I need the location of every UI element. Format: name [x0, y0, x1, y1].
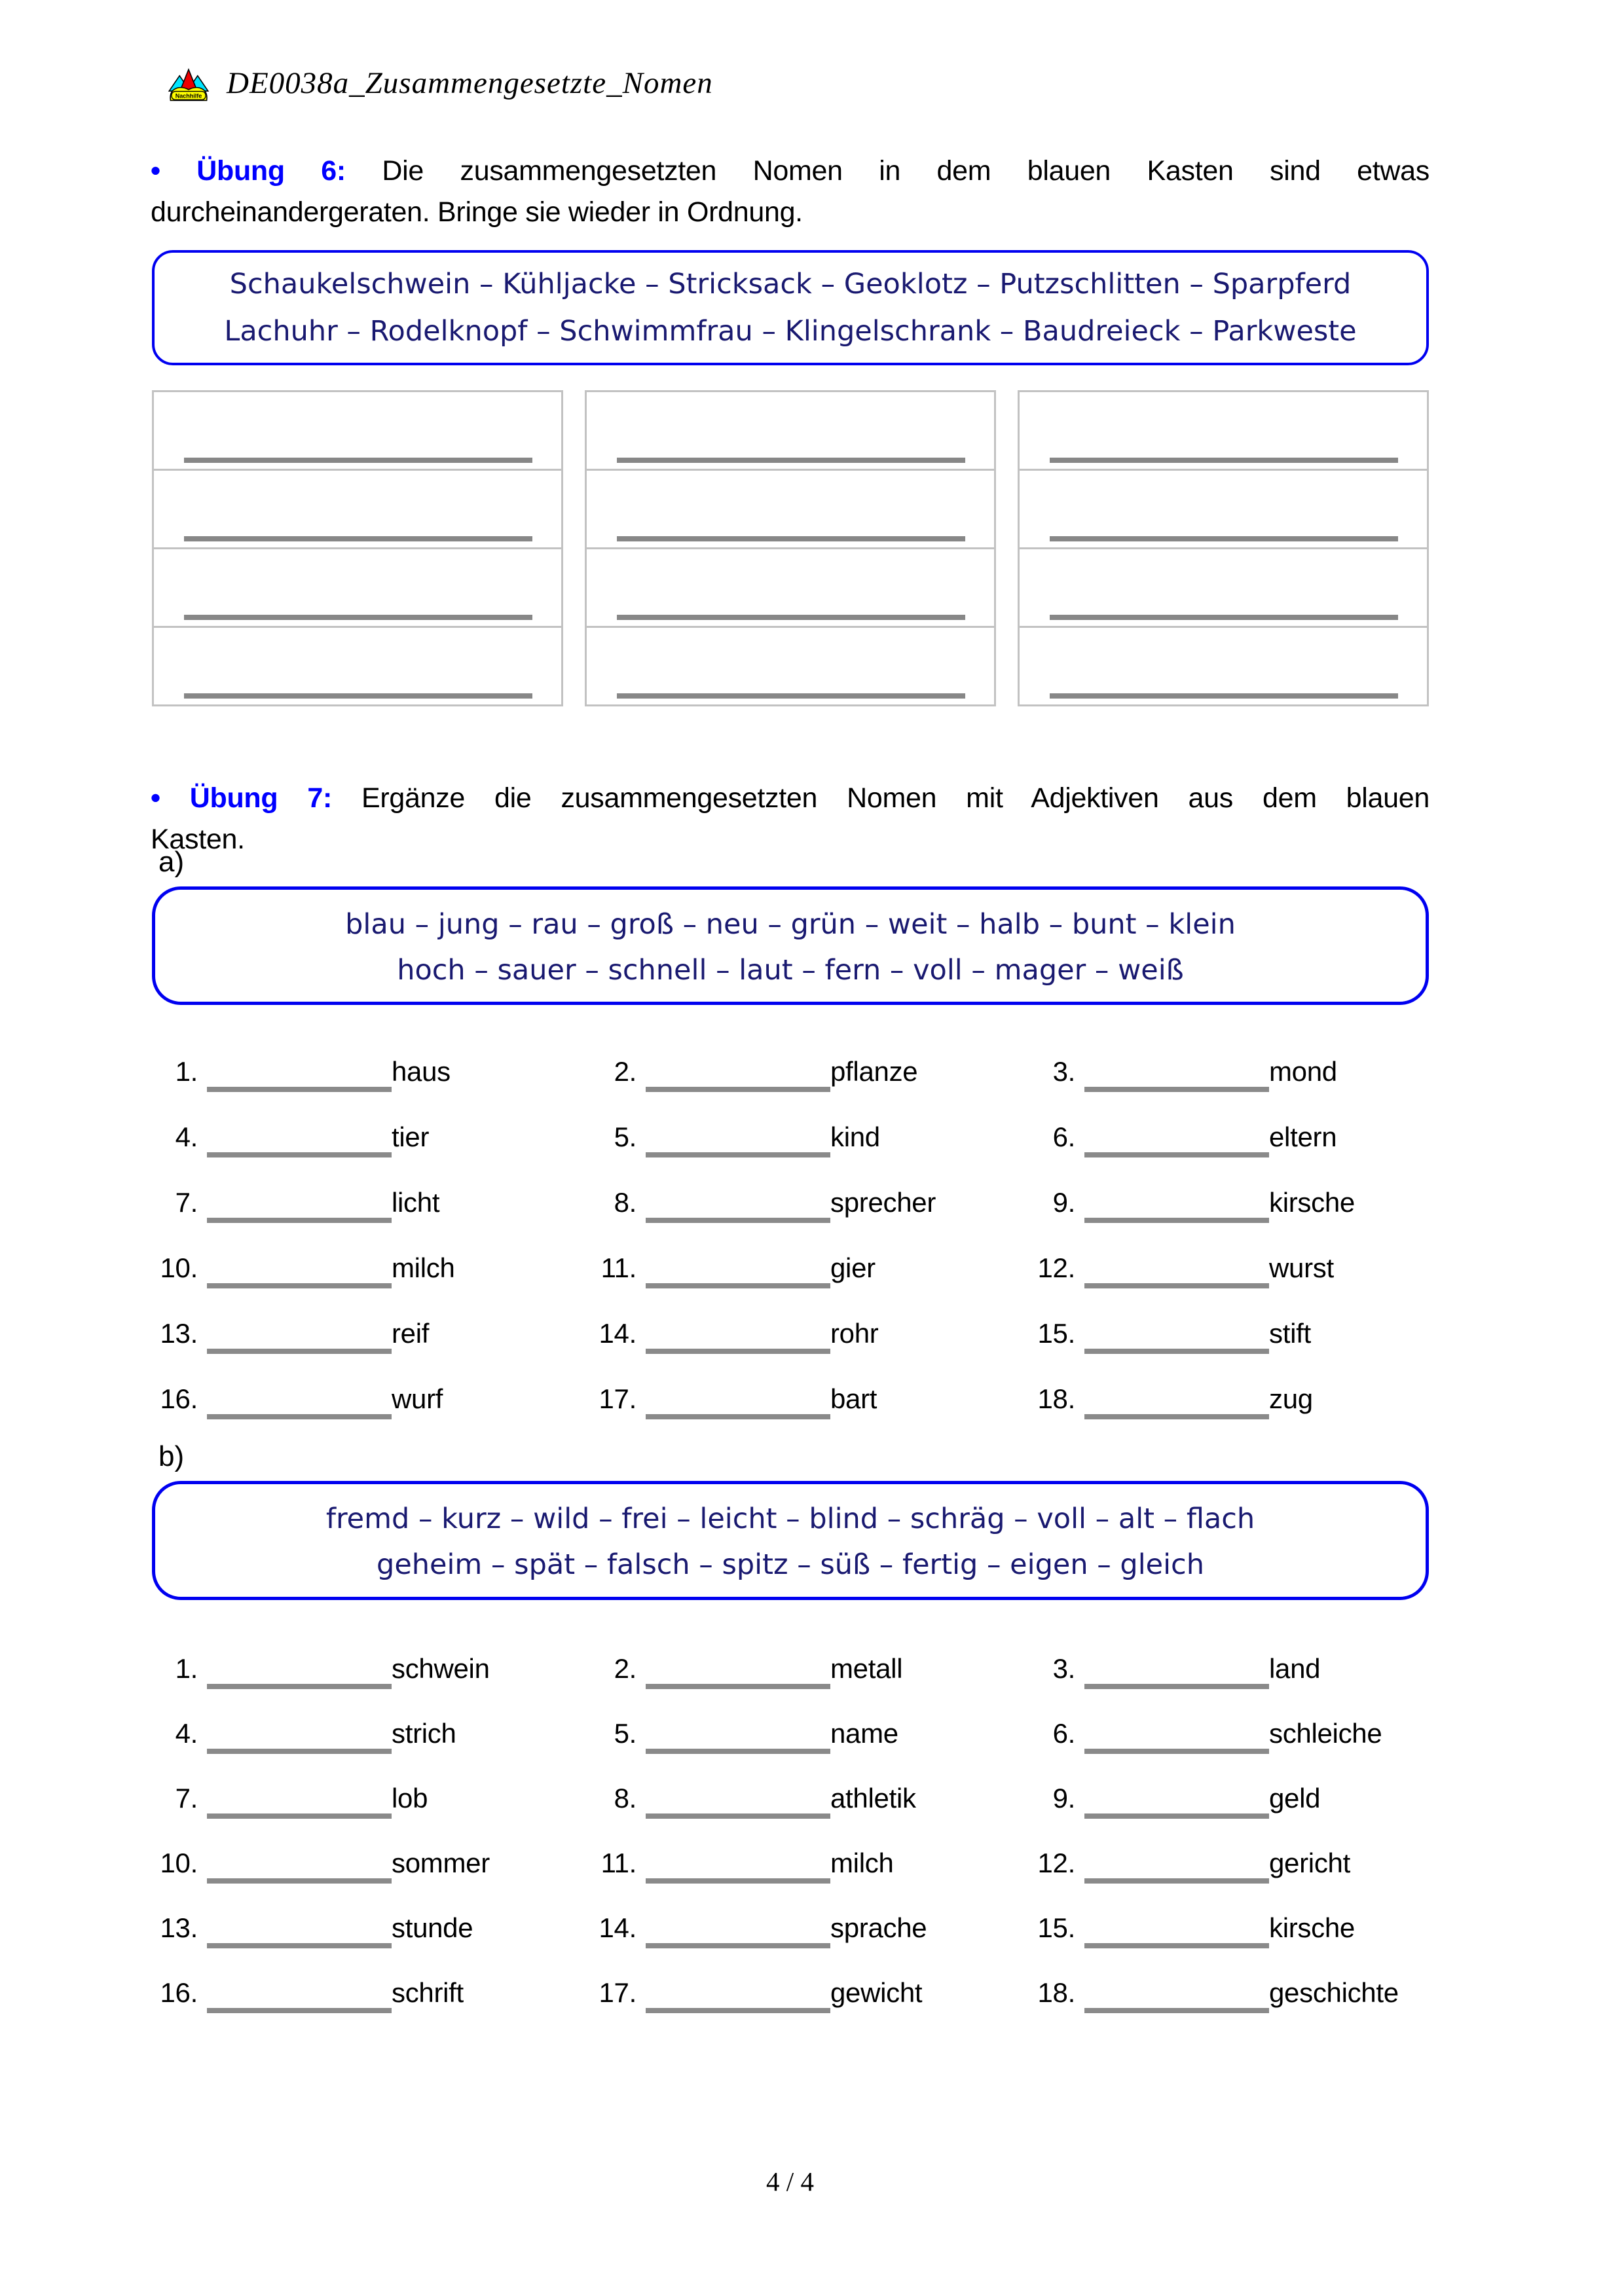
item-suffix: rohr [830, 1318, 879, 1349]
item-number: 18. [1037, 1383, 1075, 1414]
item-suffix: wurst [1269, 1252, 1334, 1283]
item-suffix: milch [830, 1848, 894, 1878]
exercise6-answer-grid [152, 390, 1429, 706]
answer-column [1018, 390, 1429, 706]
answer-blank [207, 1283, 392, 1288]
item-number: 14. [599, 1912, 637, 1943]
fill-item [584, 1785, 1023, 1819]
answer-cell [1020, 392, 1427, 469]
answer-blank [646, 1283, 830, 1288]
answer-blank [207, 1152, 392, 1157]
answer-blank [646, 1218, 830, 1223]
item-number: 8. [614, 1783, 637, 1813]
fill-item [584, 1385, 1023, 1419]
word-box-line: hoch – sauer – schnell – laut – fern – voll – mager – weiß [397, 954, 1184, 987]
item-suffix: mond [1269, 1056, 1337, 1087]
item-number: 12. [1037, 1848, 1075, 1878]
answer-blank [207, 2008, 392, 2013]
answer-cell [587, 469, 994, 547]
answer-cell [587, 626, 994, 704]
fill-item [584, 1254, 1023, 1288]
item-suffix: schrift [392, 1977, 464, 2008]
fill-item [584, 1189, 1023, 1223]
answer-blank [1084, 1087, 1269, 1092]
item-number: 15. [1037, 1318, 1075, 1349]
item-number: 18. [1037, 1977, 1075, 2008]
item-suffix: bart [830, 1383, 877, 1414]
item-number: 6. [1052, 1121, 1075, 1152]
item-suffix: kirsche [1269, 1187, 1355, 1218]
fill-item [584, 1914, 1023, 1948]
answer-blank [646, 1414, 830, 1419]
writing-line [184, 693, 532, 699]
item-suffix: land [1269, 1653, 1321, 1684]
answer-blank [1084, 1943, 1269, 1948]
item-suffix: kirsche [1269, 1912, 1355, 1943]
fill-item [1023, 1655, 1464, 1689]
item-number: 13. [160, 1318, 198, 1349]
writing-line [1050, 615, 1398, 620]
item-suffix: tier [392, 1121, 430, 1152]
item-number: 1. [175, 1653, 198, 1684]
item-number: 16. [160, 1977, 198, 2008]
item-number: 11. [600, 1252, 637, 1283]
answer-blank [1084, 1349, 1269, 1354]
answer-cell [1020, 626, 1427, 704]
answer-blank [1084, 1152, 1269, 1157]
answer-blank [1084, 1878, 1269, 1884]
fill-item [1023, 1720, 1464, 1754]
fill-item [145, 1058, 584, 1092]
item-suffix: wurf [392, 1383, 443, 1414]
exercise6-instruction [151, 151, 1430, 233]
item-number: 4. [175, 1121, 198, 1152]
fill-item [584, 1720, 1023, 1754]
writing-line [1050, 458, 1398, 463]
item-suffix: sommer [392, 1848, 490, 1878]
answer-blank [1084, 1684, 1269, 1689]
item-number: 15. [1037, 1912, 1075, 1943]
fill-item [1023, 1123, 1464, 1157]
answer-cell [154, 469, 561, 547]
fill-item [584, 1058, 1023, 1092]
answer-blank [1084, 1749, 1269, 1754]
item-number: 7. [175, 1187, 198, 1218]
exercise7-instruction-line1 [151, 778, 1430, 819]
answer-cell [1020, 547, 1427, 626]
word-box-line: Schaukelschwein – Kühljacke – Stricksack – Geoklotz – Putzschlitten – Sparpferd [229, 268, 1352, 301]
answer-blank [207, 1684, 392, 1689]
fill-item [1023, 1189, 1464, 1223]
part-b-list [145, 1624, 1464, 2013]
fill-item [1023, 1320, 1464, 1354]
item-number: 2. [614, 1653, 637, 1684]
item-suffix: athletik [830, 1783, 916, 1813]
fill-item [584, 1320, 1023, 1354]
part-b-label: b) [158, 1440, 185, 1472]
answer-blank [1084, 1414, 1269, 1419]
item-number: 2. [614, 1056, 637, 1087]
item-number: 6. [1052, 1718, 1075, 1749]
part-a-word-box [152, 886, 1429, 1005]
item-suffix: sprecher [830, 1187, 936, 1218]
exercise7-instruction-text1: Ergänze die zusammengesetzten Nomen mit Adjektiven aus dem blauen [361, 782, 1430, 814]
fill-item [145, 1123, 584, 1157]
answer-blank [646, 1943, 830, 1948]
nachhilfe-logo [168, 68, 210, 101]
item-number: 17. [599, 1383, 637, 1414]
item-suffix: metall [830, 1653, 903, 1684]
answer-blank [1084, 1813, 1269, 1819]
fill-item [584, 1979, 1023, 2013]
fill-item [145, 1979, 584, 2013]
item-number: 1. [175, 1056, 198, 1087]
exercise6-label: • Übung 6: [151, 155, 346, 187]
item-suffix: strich [392, 1718, 456, 1749]
part-b-word-box [152, 1481, 1429, 1600]
answer-blank [207, 1087, 392, 1092]
item-suffix: pflanze [830, 1056, 918, 1087]
exercise6-instruction-line2: durcheinandergeraten. Bringe sie wieder in Ordnung. [151, 196, 803, 228]
header [168, 65, 713, 103]
writing-line [617, 693, 965, 699]
fill-item [1023, 1850, 1464, 1884]
page-number: 4 / 4 [766, 2166, 814, 2196]
item-number: 4. [175, 1718, 198, 1749]
writing-line [617, 536, 965, 541]
exercise7-instruction [151, 778, 1430, 860]
item-number: 17. [599, 1977, 637, 2008]
item-suffix: gericht [1269, 1848, 1350, 1878]
item-suffix: milch [392, 1252, 455, 1283]
item-number: 3. [1052, 1056, 1075, 1087]
fill-item [145, 1914, 584, 1948]
item-number: 10. [160, 1252, 198, 1283]
fill-item [145, 1720, 584, 1754]
fill-item [145, 1655, 584, 1689]
item-suffix: stunde [392, 1912, 473, 1943]
answer-blank [207, 1943, 392, 1948]
word-box-line: fremd – kurz – wild – frei – leicht – blind – schräg – voll – alt – flach [325, 1503, 1255, 1535]
item-number: 16. [160, 1383, 198, 1414]
answer-blank [1084, 2008, 1269, 2013]
answer-blank [207, 1414, 392, 1419]
answer-blank [646, 1813, 830, 1819]
answer-blank [1084, 1283, 1269, 1288]
word-box-line: blau – jung – rau – groß – neu – grün – weit – halb – bunt – klein [345, 908, 1236, 941]
answer-cell [154, 547, 561, 626]
item-number: 5. [614, 1718, 637, 1749]
item-suffix: eltern [1269, 1121, 1337, 1152]
item-suffix: zug [1269, 1383, 1313, 1414]
answer-blank [646, 1878, 830, 1884]
fill-item [145, 1320, 584, 1354]
word-box-line: geheim – spät – falsch – spitz – süß – fertig – eigen – gleich [377, 1548, 1204, 1581]
answer-blank [1084, 1218, 1269, 1223]
fill-item [584, 1850, 1023, 1884]
fill-item [145, 1254, 584, 1288]
answer-blank [646, 2008, 830, 2013]
exercise6-instruction-line1 [151, 151, 1430, 192]
writing-line [617, 615, 965, 620]
fill-item [145, 1785, 584, 1819]
answer-cell [587, 392, 994, 469]
fill-item [1023, 1058, 1464, 1092]
answer-cell [587, 547, 994, 626]
item-suffix: reif [392, 1318, 430, 1349]
exercise7-instruction-line2: Kasten. [151, 824, 245, 855]
item-number: 10. [160, 1848, 198, 1878]
fill-item [584, 1123, 1023, 1157]
answer-blank [646, 1152, 830, 1157]
fill-item [1023, 1385, 1464, 1419]
item-suffix: name [830, 1718, 898, 1749]
item-number: 14. [599, 1318, 637, 1349]
exercise7-label: • Übung 7: [151, 782, 332, 814]
word-box-line: Lachuhr – Rodelknopf – Schwimmfrau – Klingelschrank – Baudreieck – Parkweste [224, 315, 1357, 348]
fill-item [145, 1385, 584, 1419]
answer-blank [207, 1749, 392, 1754]
exercise6-word-box [152, 250, 1429, 365]
document-title: DE0038a_Zusammengesetzte_Nomen [227, 66, 713, 100]
part-a-list [145, 1027, 1464, 1419]
answer-blank [646, 1087, 830, 1092]
item-number: 13. [160, 1912, 198, 1943]
item-suffix: licht [392, 1187, 440, 1218]
item-suffix: geschichte [1269, 1977, 1399, 2008]
writing-line [184, 615, 532, 620]
answer-blank [646, 1749, 830, 1754]
answer-blank [207, 1813, 392, 1819]
fill-item [584, 1655, 1023, 1689]
item-suffix: stift [1269, 1318, 1311, 1349]
item-number: 8. [614, 1187, 637, 1218]
writing-line [184, 458, 532, 463]
part-a-label: a) [158, 846, 185, 878]
item-suffix: schwein [392, 1653, 490, 1684]
item-number: 9. [1052, 1783, 1075, 1813]
writing-line [184, 536, 532, 541]
answer-column [585, 390, 996, 706]
item-number: 7. [175, 1783, 198, 1813]
writing-line [1050, 693, 1398, 699]
answer-blank [207, 1349, 392, 1354]
answer-cell [154, 392, 561, 469]
fill-item [1023, 1914, 1464, 1948]
item-suffix: schleiche [1269, 1718, 1382, 1749]
answer-blank [207, 1878, 392, 1884]
writing-line [617, 458, 965, 463]
item-number: 12. [1037, 1252, 1075, 1283]
item-number: 3. [1052, 1653, 1075, 1684]
fill-item [1023, 1254, 1464, 1288]
answer-blank [646, 1349, 830, 1354]
exercise6-instruction-text1: Die zusammengesetzten Nomen in dem blauen Kasten sind etwas [382, 155, 1430, 187]
fill-item [145, 1850, 584, 1884]
logo-text: Nachhilfe [175, 92, 202, 100]
item-suffix: gier [830, 1252, 876, 1283]
answer-blank [646, 1684, 830, 1689]
item-suffix: geld [1269, 1783, 1321, 1813]
item-suffix: kind [830, 1121, 880, 1152]
answer-cell [1020, 469, 1427, 547]
item-number: 9. [1052, 1187, 1075, 1218]
writing-line [1050, 536, 1398, 541]
answer-cell [154, 626, 561, 704]
item-suffix: sprache [830, 1912, 927, 1943]
item-number: 11. [600, 1848, 637, 1878]
item-suffix: haus [392, 1056, 451, 1087]
item-number: 5. [614, 1121, 637, 1152]
answer-blank [207, 1218, 392, 1223]
item-suffix: gewicht [830, 1977, 923, 2008]
item-suffix: lob [392, 1783, 428, 1813]
fill-item [1023, 1979, 1464, 2013]
fill-item [145, 1189, 584, 1223]
answer-column [152, 390, 563, 706]
fill-item [1023, 1785, 1464, 1819]
